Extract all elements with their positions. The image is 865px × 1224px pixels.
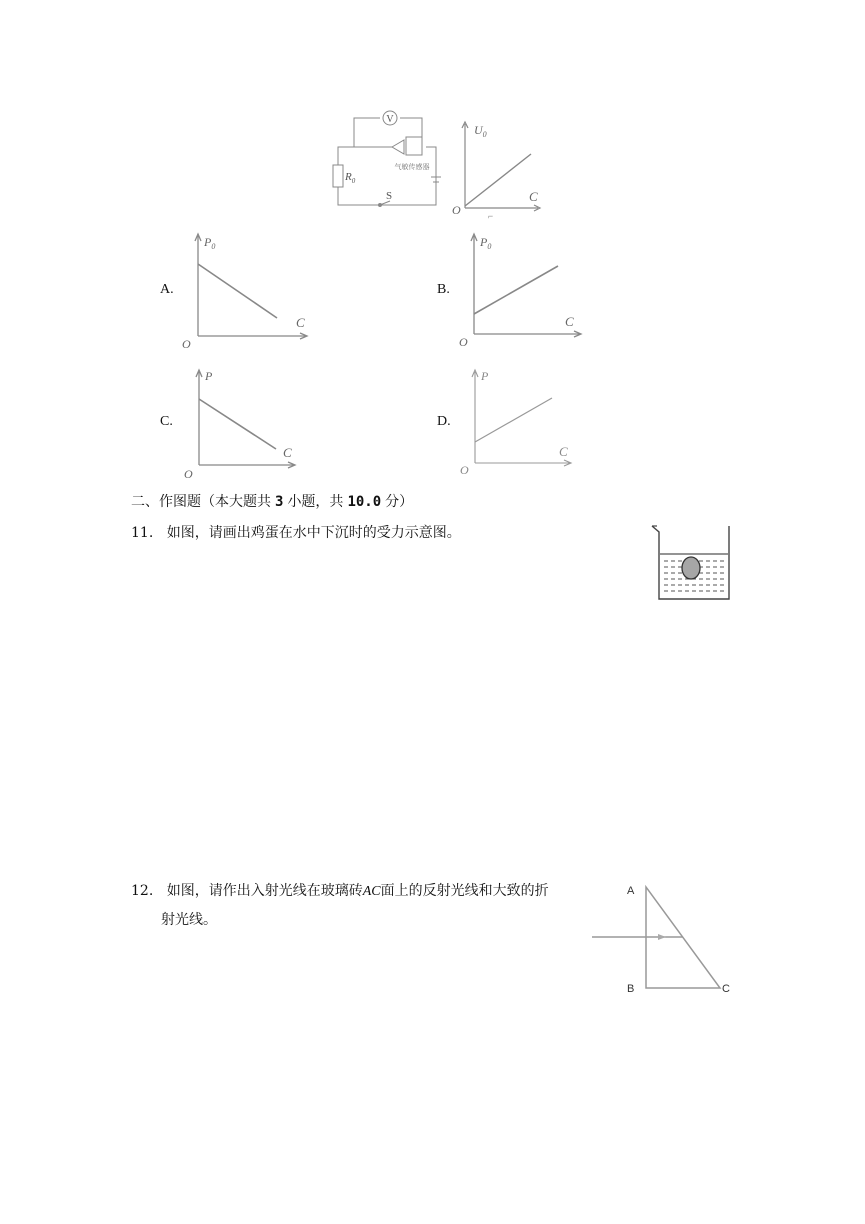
glass-prism-figure [585, 877, 745, 999]
voltmeter-label: V [386, 114, 394, 125]
switch-label: S [386, 190, 393, 202]
option-c-origin: O [184, 467, 193, 481]
section-heading: 二、作图题（本大题共 3 小题，共 10.0 分） [131, 494, 414, 510]
option-b-graph [458, 228, 588, 352]
beaker-egg-figure [644, 520, 734, 604]
option-d-letter: D. [437, 414, 451, 429]
question-12-line1: 12. 如图，请作出入射光线在玻璃砖AC面上的反射光线和大致的折 [131, 883, 549, 899]
option-a-ylabel: $P_0$ [204, 235, 216, 251]
option-a-origin: O [182, 337, 191, 351]
option-d-graph [458, 366, 578, 482]
resistor-label: $R_0$ [345, 171, 356, 185]
main-graph-tick-mark: ⌐ [488, 211, 494, 221]
option-a-letter: A. [160, 282, 174, 297]
vertex-a-label: A [627, 885, 635, 897]
vertex-b-label: B [627, 983, 635, 995]
option-c-graph [180, 366, 300, 482]
option-b-ylabel: $P_0$ [480, 235, 492, 251]
option-b-xlabel: C [565, 314, 574, 329]
option-a-line [198, 264, 277, 318]
question-11-number: 11. [131, 525, 154, 541]
circuit-diagram [330, 105, 455, 225]
option-d-ylabel: P [481, 369, 489, 383]
main-graph [452, 118, 548, 222]
option-d-line [475, 398, 552, 442]
main-graph-line [465, 154, 531, 206]
option-a-xlabel: C [296, 315, 305, 330]
option-d-origin: O [460, 463, 469, 477]
option-c-letter: C. [160, 414, 173, 429]
sensor-label: 气敏传感器 [394, 163, 430, 171]
option-c-xlabel: C [283, 445, 292, 460]
question-12-number: 12. [131, 883, 154, 899]
question-12-line2: 射光线。 [161, 912, 217, 928]
main-graph-origin: O [452, 203, 461, 217]
vertex-c-label: C [722, 983, 730, 995]
question-11 [131, 523, 461, 543]
option-a-graph [180, 228, 315, 352]
main-graph-ylabel: $U_0$ [474, 123, 487, 139]
question-11-text: 如图，请画出鸡蛋在水中下沉时的受力示意图。 [166, 525, 461, 541]
option-d-xlabel: C [559, 444, 568, 459]
main-graph-xlabel: C [529, 189, 538, 204]
option-b-line [474, 266, 558, 314]
option-c-ylabel: P [205, 369, 213, 383]
egg-shape [682, 557, 700, 579]
option-b-letter: B. [437, 282, 450, 297]
option-b-origin: O [459, 335, 468, 349]
ray-arrow-icon [658, 934, 666, 940]
option-c-line [199, 399, 276, 449]
